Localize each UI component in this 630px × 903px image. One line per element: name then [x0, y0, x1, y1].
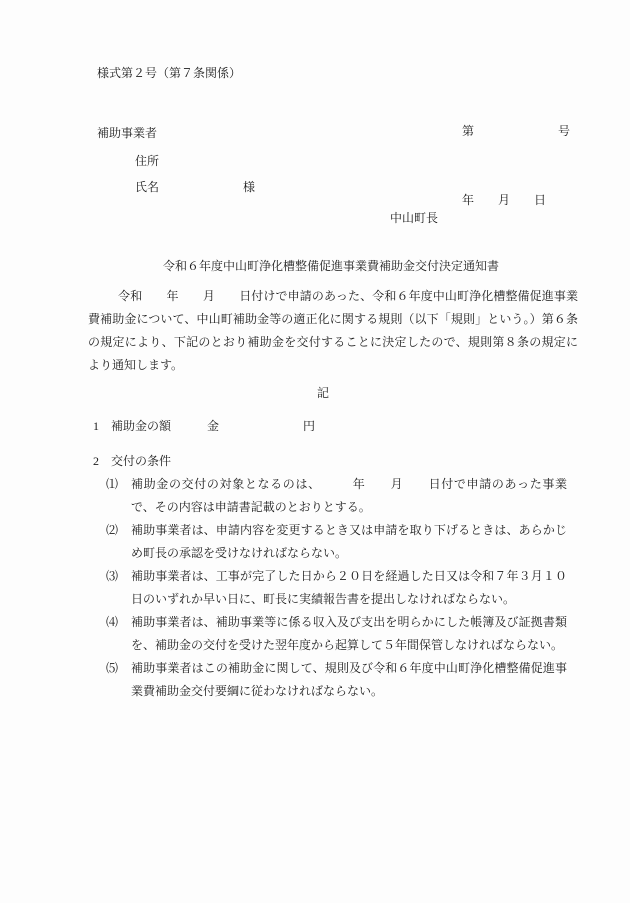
document-date-blank-line: 年 月 日 — [462, 193, 547, 207]
form-number-label: 様式第２号（第７条関係） — [97, 66, 242, 80]
name-field-line: 氏名 様 — [135, 180, 256, 194]
condition-item — [106, 565, 630, 611]
condition-text: 補助事業者はこの補助金に関して、規則及び令和６年度中山町浄化槽整備促進事業費補助金交付要綱に従わなければならない。 — [131, 661, 567, 698]
body-paragraph: 令和 年 月 日付けで申請のあった、令和６年度中山町浄化槽整備促進事業費補助金について、中山町補助金等の適正化に関する規則（以下「規則」という。）第６条の規定により、下記のとおり補助金を交付することに決定したので、規則第８条の規定により通知します。 — [88, 289, 578, 372]
condition-item — [106, 657, 630, 703]
condition-number: ⑴ — [106, 477, 119, 491]
condition-text: 補助金の交付の対象となるのは、 年 月 日付で申請のあった事業で、その内容は申請書記載のとおりとする。 — [131, 477, 567, 514]
condition-number: ⑵ — [106, 523, 119, 537]
sender-name: 中山町長 — [390, 211, 439, 225]
subsidy-amount-line: 1 補助金の額 金 円 — [93, 419, 316, 433]
condition-number: ⑶ — [106, 569, 119, 583]
reference-block — [462, 74, 570, 258]
conditions-list — [106, 473, 630, 703]
condition-text: 補助事業者は、申請内容を変更するとき又は申請を取り下げるときは、あらかじめ町長の承認を受けなければならない。 — [131, 523, 567, 560]
condition-text: 補助事業者は、補助事業等に係る収入及び支出を明らかにした帳簿及び証拠書類を、補助金の交付を受けた翌年度から起算して５年間保管しなければならない。 — [131, 615, 567, 652]
document-number-blank-line: 第 号 — [462, 124, 571, 138]
addressee-label: 補助事業者 — [97, 126, 158, 140]
record-marker: 記 — [316, 386, 329, 400]
condition-item — [106, 519, 630, 565]
condition-text: 補助事業者は、工事が完了した日から２０日を経過した日又は令和７年３月１０日のいずれか早い日に、町長に実績報告書を提出しなければならない。 — [131, 569, 567, 606]
condition-number: ⑷ — [106, 615, 119, 629]
conditions-heading: 2 交付の条件 — [93, 454, 172, 468]
condition-number: ⑸ — [106, 661, 119, 675]
document-title: 令和６年度中山町浄化槽整備促進事業費補助金交付決定通知書 — [162, 259, 499, 273]
condition-item — [106, 611, 630, 657]
condition-item — [106, 473, 630, 519]
address-field-label: 住所 — [135, 154, 160, 168]
